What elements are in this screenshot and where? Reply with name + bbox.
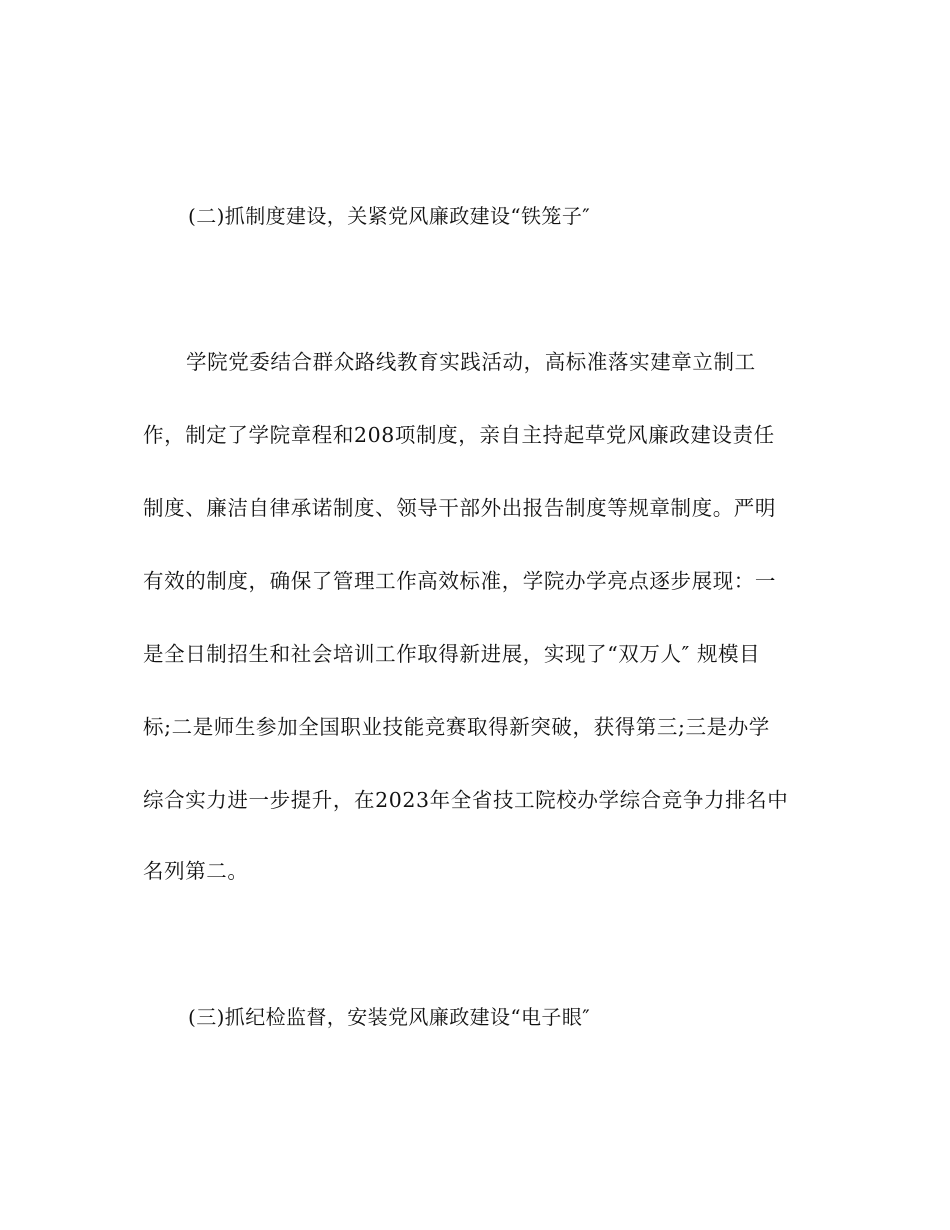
paragraph-line: 制度、廉洁自律承诺制度、领导干部外出报告制度等规章制度。严明: [143, 496, 776, 520]
paragraph-line: 名列第二。: [143, 859, 249, 883]
paragraph-line: 学院党委结合群众路线教育实践活动，高标准落实建章立制工: [186, 350, 756, 374]
paragraph-line: 综合实力进一步提升，在2023年全省技工院校办学综合竞争力排名中: [143, 788, 789, 812]
section-heading-2: (二)抓制度建设，关紧党风廉政建设“铁笼子″: [188, 204, 591, 228]
paragraph-line: 是全日制招生和社会培训工作取得新进展，实现了“双万人″ 规模目: [143, 642, 761, 666]
section-heading-3: (三)抓纪检监督，安装党风廉政建设“电子眼″: [188, 1005, 591, 1029]
paragraph-line: 标;二是师生参加全国职业技能竞赛取得新突破，获得第三;三是办学: [143, 715, 770, 739]
paragraph-line: 作，制定了学院章程和208项制度，亲自主持起草党风廉政建设责任: [143, 423, 775, 447]
paragraph-line: 有效的制度，确保了管理工作高效标准，学院办学亮点逐步展现：一: [143, 569, 776, 593]
